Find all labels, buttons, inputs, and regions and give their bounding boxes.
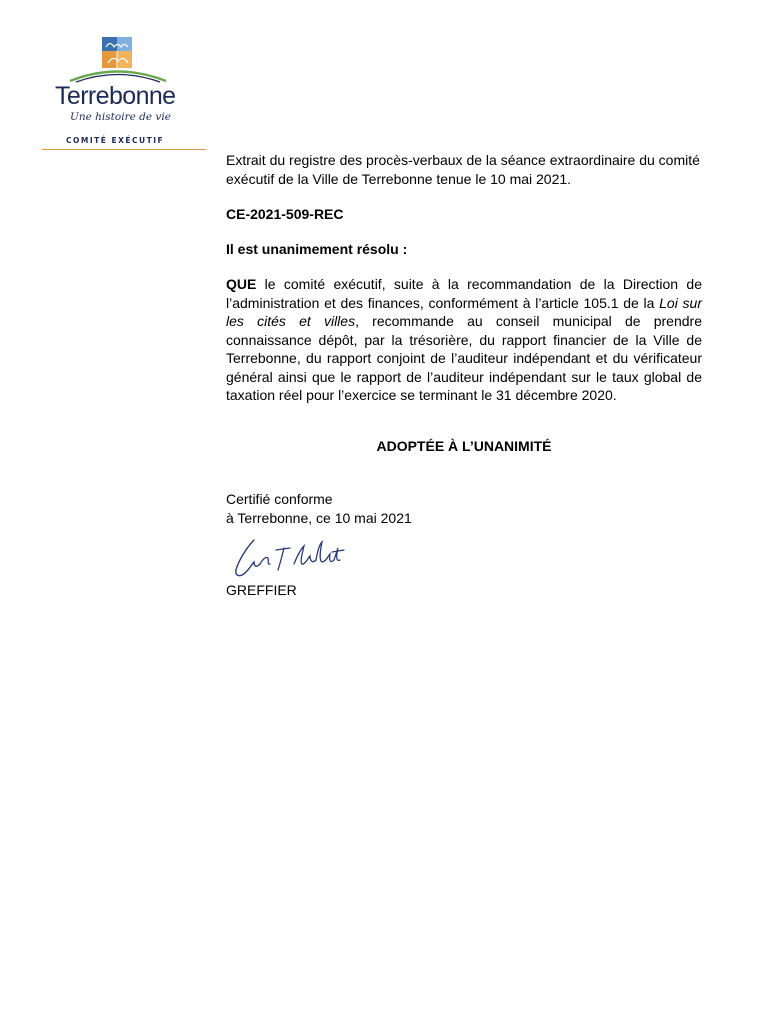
law-reference: Loi sur les cités et villes xyxy=(226,294,702,329)
resolution-text-part1: le comité exécutif, suite à la recommandation de la Direction de l’administration et des finances, conformément à l’article 105.1 de la xyxy=(226,276,702,311)
certified-place-date: à Terrebonne, ce 10 mai 2021 xyxy=(226,509,412,526)
adoption-statement: ADOPTÉE À L’UNANIMITÉ xyxy=(376,438,552,454)
department-divider xyxy=(42,149,206,150)
handwritten-signature xyxy=(232,534,352,582)
extract-intro: Extrait du registre des procès-verbaux de la séance extraordinaire du comité exécutif de la Ville de Terrebonne tenue le 10 mai 2021. xyxy=(226,152,700,187)
department-label: COMITÉ EXÉCUTIF xyxy=(66,136,165,145)
signatory-title: GREFFIER xyxy=(226,582,297,598)
resolution-paragraph xyxy=(226,275,702,405)
resolution-text-part2: , recommande au conseil municipal de prendre connaissance dépôt, par la trésorière, du rapport financier de la Ville de Terrebonne, du rapport conjoint de l’auditeur indépendant et du vérificateur général ainsi que le rapport de l’auditeur indépendant sur le taux global de taxation réel pour l’exercice se terminant le 31 décembre 2020. xyxy=(226,313,702,403)
logo-wordmark: Terrebonne xyxy=(55,82,176,110)
resolution-number: CE-2021-509-REC xyxy=(226,206,344,222)
certification-block xyxy=(226,490,702,527)
resolved-heading: Il est unanimement résolu : xyxy=(226,241,408,257)
resolution-lead: QUE xyxy=(226,276,257,292)
terrebonne-logo-icon xyxy=(68,36,168,84)
certified-line: Certifié conforme xyxy=(226,491,333,507)
logo-tagline: Une histoire de vie xyxy=(70,111,171,123)
